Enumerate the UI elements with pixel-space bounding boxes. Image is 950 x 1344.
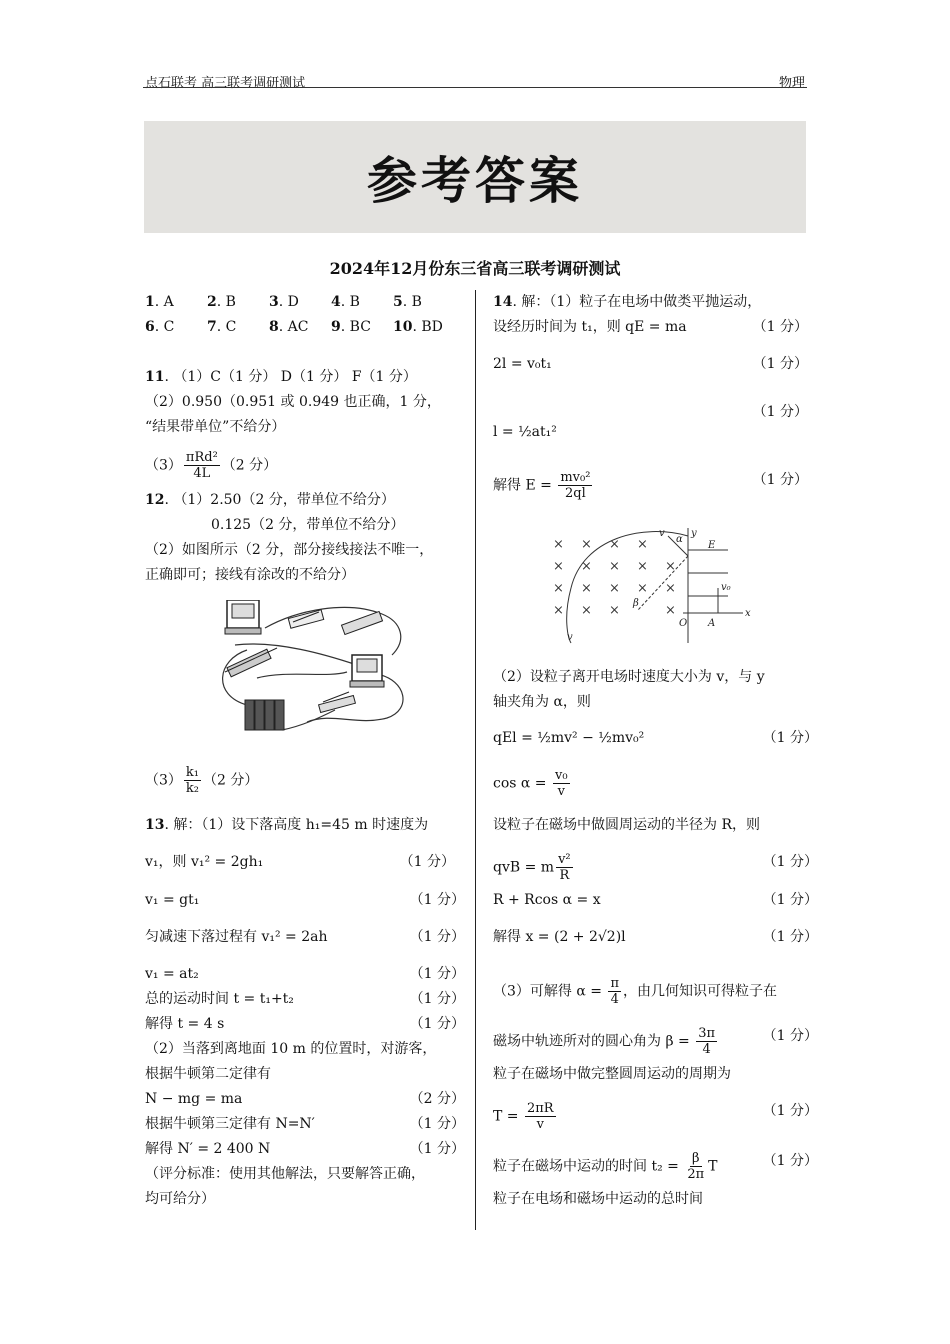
choice-10: 10. BD	[393, 319, 443, 335]
q14-line-16: 粒子在磁场中做完整圆周运动的周期为	[493, 1066, 731, 1082]
voltmeter-icon	[350, 655, 384, 687]
q11-line-1: 11. （1）C（1 分） D（1 分） F（1 分）	[145, 369, 417, 385]
choice-2: 2. B	[207, 294, 236, 310]
q14-line-6: （2）设粒子离开电场时速度大小为 v，与 y	[493, 669, 765, 685]
q14-line-11: qvB = m $\frac{\text{v²}}{R}$ （1 分）	[493, 852, 818, 883]
q14-line-4: l = ½at₁²	[493, 424, 557, 440]
q14-line-18: 粒子在磁场中运动的时间 t₂ = $\frac{\beta}{2\pi}$ T （1 分）	[493, 1151, 818, 1182]
q14-qvB-fraction: $\frac{\text{v²}}{R}$	[558, 852, 571, 883]
field-cross: ×	[665, 581, 676, 596]
q12-line-5: （3） $\frac{\text{k₁}}{\text{k₂}}$ （2 分）	[145, 765, 259, 796]
label-beta: β	[633, 598, 639, 609]
choice-7: 7. C	[207, 319, 237, 335]
label-alpha: α	[676, 534, 683, 545]
field-cross: ×	[553, 581, 564, 596]
field-diagram	[543, 528, 808, 648]
q13-line-3: v₁ = gt₁ （1 分）	[145, 892, 465, 908]
ammeter-icon	[225, 600, 261, 634]
field-cross: ×	[581, 581, 592, 596]
q13-line-10: N − mg = ma （2 分）	[145, 1091, 465, 1107]
banner-text: 参考答案	[367, 152, 583, 210]
q13-line-8: （2）当落到离地面 10 m 的位置时，对游客，	[145, 1041, 437, 1057]
header-rule	[143, 87, 807, 88]
label-x: x	[745, 608, 751, 619]
q13-line-11: 根据牛顿第三定律有 N=N′ （1 分）	[145, 1116, 465, 1132]
field-cross: ×	[637, 581, 648, 596]
q14-T-fraction: $\frac{2\pi R}{v}$	[526, 1101, 554, 1132]
label-v-bottom: v	[567, 632, 573, 643]
choice-3: 3. D	[269, 294, 299, 310]
q14-alpha-fraction: $\frac{\pi}{4}$	[610, 976, 619, 1007]
q14-line-8: qEl = ½mv² − ½mv₀² （1 分）	[493, 730, 818, 746]
q13-line-14: 均可给分）	[145, 1191, 215, 1207]
q14-line-5: 解得 E = $\frac{\text{mv₀²}}{2ql}$ （1 分）	[493, 470, 808, 501]
q14-line-2: 设经历时间为 t₁，则 qE = ma （1 分）	[493, 319, 808, 335]
q14-line-13: 解得 x = (2 + 2√2)l （1 分）	[493, 929, 818, 945]
column-divider	[475, 290, 476, 1230]
choice-1: 1. A	[145, 294, 174, 310]
battery-icon	[245, 700, 284, 730]
q13-line-6: 总的运动时间 t = t₁+t₂ （1 分）	[145, 991, 465, 1007]
q14-line-12: R + Rcos α = x （1 分）	[493, 892, 818, 908]
slide-rheostat-icon	[341, 611, 382, 634]
q13-line-9: 根据牛顿第二定律有	[145, 1066, 271, 1082]
q13-line-4: 匀减速下落过程有 v₁² = 2ah （1 分）	[145, 929, 465, 945]
label-E: E	[708, 540, 716, 551]
field-cross: ×	[553, 537, 564, 552]
choice-row-1	[145, 292, 465, 312]
circuit-diagram	[207, 600, 417, 740]
field-cross: ×	[665, 559, 676, 574]
exam-title: 2024年12月份东三省高三联考调研测试	[329, 259, 621, 278]
field-cross: ×	[553, 603, 564, 618]
label-v-top: v	[659, 528, 665, 539]
field-cross: ×	[581, 537, 592, 552]
field-cross: ×	[609, 559, 620, 574]
choice-9: 9. BC	[331, 319, 371, 335]
label-v0: v₀	[721, 582, 731, 593]
q13-line-5: v₁ = at₂ （1 分）	[145, 966, 465, 982]
q12-line-4: 正确即可；接线有涂改的不给分）	[145, 567, 355, 583]
q13-line-2: v₁，则 v₁² = 2gh₁ （1 分）	[145, 854, 455, 870]
q13-line-12: 解得 N′ = 2 400 N （1 分）	[145, 1141, 465, 1157]
field-cross: ×	[581, 559, 592, 574]
q14-line-3: 2l = v₀t₁ （1 分）	[493, 356, 808, 372]
wire-sample-icon	[225, 648, 277, 677]
q14-line-17: T = $\frac{2\pi R}{v}$ （1 分）	[493, 1101, 818, 1132]
q14-t2-fraction: $\frac{\beta}{2\pi}$	[687, 1151, 705, 1182]
q11-line-4: （3） $\frac{\text{πRd²}}{4L}$ （2 分）	[145, 450, 278, 481]
label-y: y	[691, 528, 697, 539]
choice-row-2	[145, 317, 465, 337]
field-cross: ×	[637, 537, 648, 552]
field-cross: ×	[637, 559, 648, 574]
header-left: 点石联考 高三联考调研测试	[145, 76, 306, 91]
q11-line-3: “结果带单位”不给分）	[145, 419, 286, 435]
switch-icon	[319, 692, 356, 713]
field-cross: ×	[609, 581, 620, 596]
choice-8: 8. AC	[269, 319, 309, 335]
q12-line-1: 12. （1）2.50（2 分，带单位不给分）	[145, 492, 395, 508]
answer-banner	[144, 121, 806, 233]
q12-line-3: （2）如图所示（2 分，部分接线接法不唯一，	[145, 542, 434, 558]
field-cross: ×	[581, 603, 592, 618]
q13-line-1: 13. 解：（1）设下落高度 h₁=45 m 时速度为	[145, 817, 429, 833]
q14-line-19: 粒子在电场和磁场中运动的总时间	[493, 1191, 703, 1207]
q14-line-9: cos α = $\frac{\text{v₀}}{v}$	[493, 768, 568, 799]
q14-line-14: （3）可解得 α = $\frac{\pi}{4}$ ，由几何知识可得粒子在	[493, 976, 777, 1007]
label-O: O	[679, 618, 688, 629]
q11-fraction: $\frac{\text{πRd²}}{4L}$	[185, 450, 218, 481]
label-A: A	[708, 618, 716, 629]
q13-line-7: 解得 t = 4 s （1 分）	[145, 1016, 465, 1032]
q14-E-fraction: $\frac{\text{mv₀²}}{2ql}$	[560, 470, 591, 501]
q12-line-2: 0.125（2 分，带单位不给分）	[211, 517, 405, 533]
field-cross: ×	[609, 537, 620, 552]
choice-5: 5. B	[393, 294, 422, 310]
q14-beta-fraction: $\frac{3\pi}{4}$	[698, 1026, 716, 1057]
q14-cos-fraction: $\frac{\text{v₀}}{v}$	[555, 768, 568, 799]
q14-line-7: 轴夹角为 α，则	[493, 694, 591, 710]
header-right: 物理	[778, 76, 805, 91]
field-cross: ×	[609, 603, 620, 618]
choice-4: 4. B	[331, 294, 360, 310]
field-cross: ×	[665, 603, 676, 618]
q14-line-10: 设粒子在磁场中做圆周运动的半径为 R，则	[493, 817, 760, 833]
choice-6: 6. C	[145, 319, 175, 335]
q14-line-1: 14. 解：（1）粒子在电场中做类平抛运动，	[493, 294, 762, 310]
q13-line-13: （评分标准：使用其他解法，只要解答正确，	[145, 1166, 425, 1182]
q11-line-2: （2）0.950（0.951 或 0.949 也正确，1 分，	[145, 394, 441, 410]
q12-fraction: $\frac{\text{k₁}}{\text{k₂}}$	[185, 765, 200, 796]
q14-line-15: 磁场中轨迹所对的圆心角为 β = $\frac{3\pi}{4}$ （1 分）	[493, 1026, 818, 1057]
field-cross: ×	[553, 559, 564, 574]
